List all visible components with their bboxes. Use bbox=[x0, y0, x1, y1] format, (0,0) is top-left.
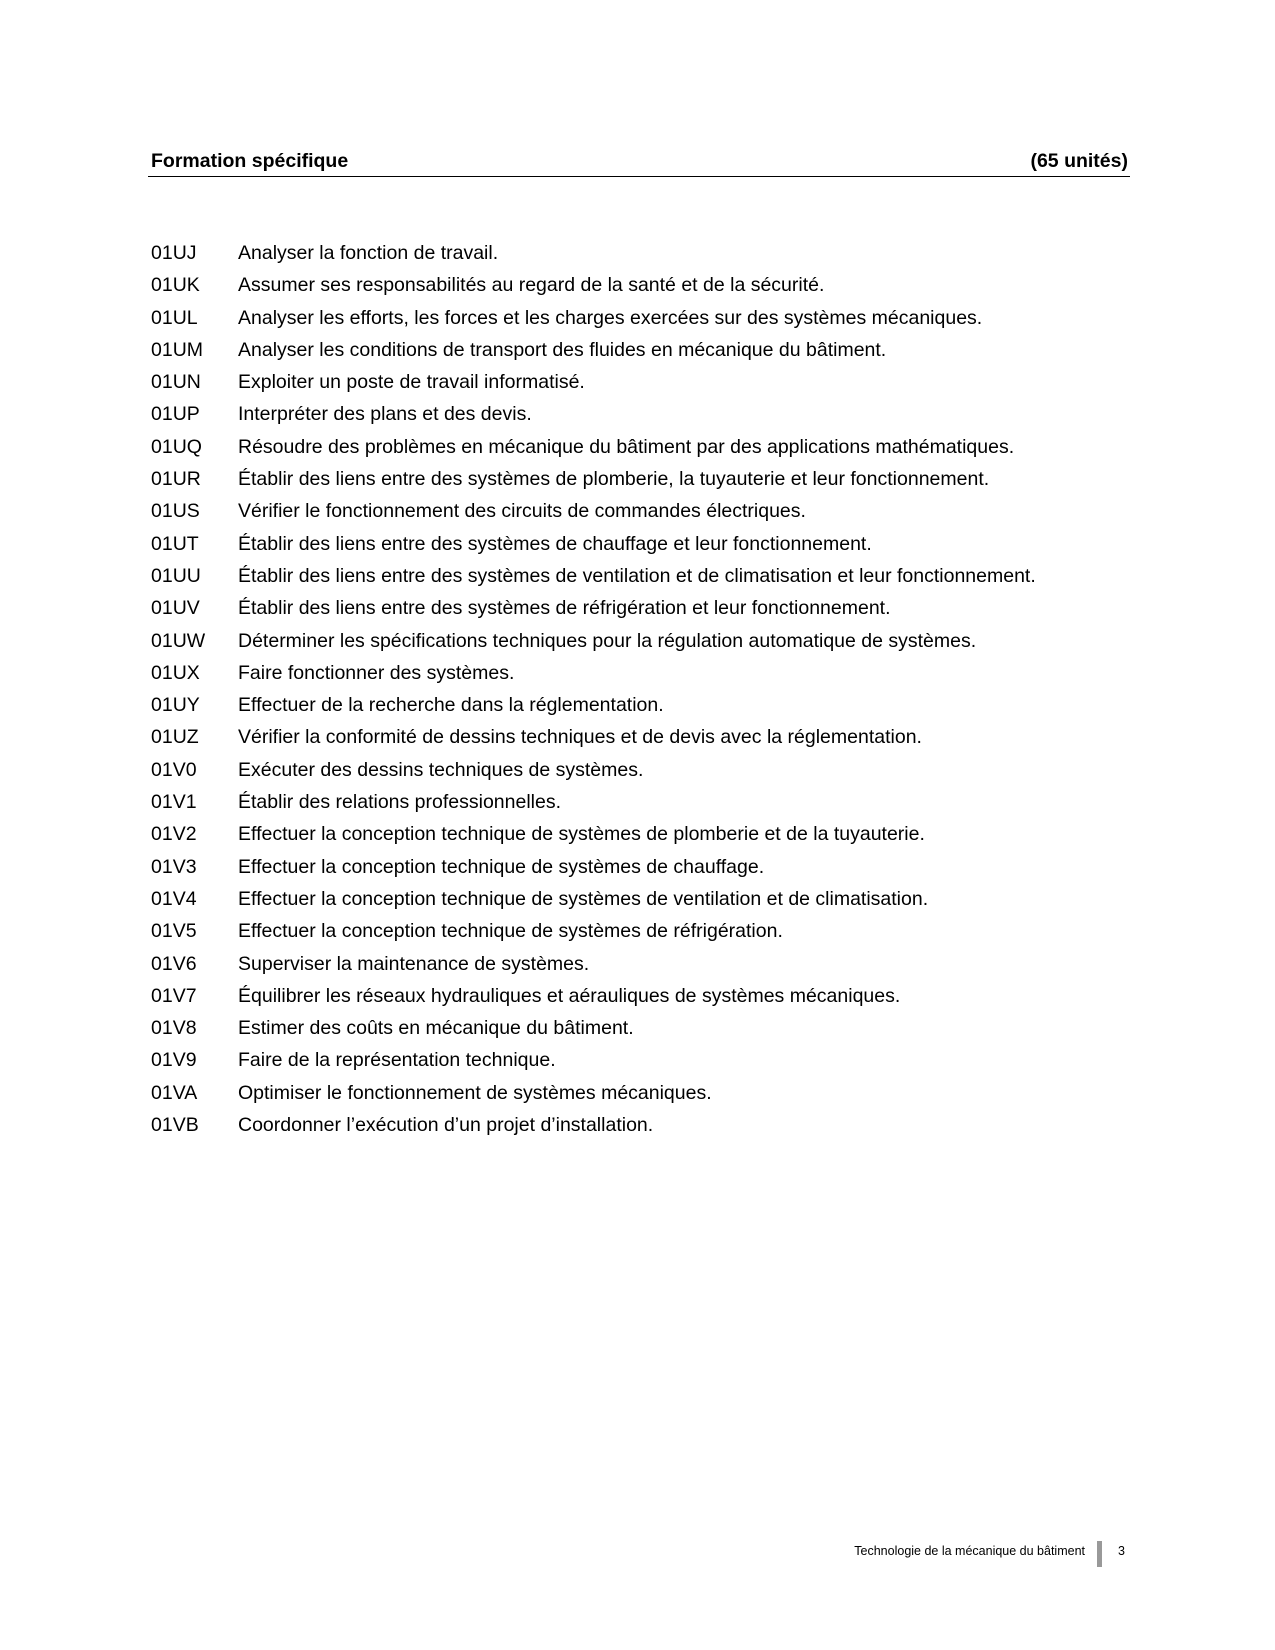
competency-text: Coordonner l’exécution d’un projet d’installation. bbox=[238, 1114, 654, 1137]
competency-code: 01UJ bbox=[151, 242, 197, 264]
list-item bbox=[151, 1113, 1036, 1145]
competency-text: Interpréter des plans et des devis. bbox=[238, 403, 532, 426]
competency-code: 01V3 bbox=[151, 855, 197, 878]
competency-text: Établir des liens entre des systèmes de réfrigération et leur fonctionnement. bbox=[238, 597, 891, 620]
list-item bbox=[151, 499, 1036, 531]
section-title: Formation spécifique bbox=[151, 150, 349, 172]
list-item bbox=[151, 693, 1036, 725]
competency-code: 01V9 bbox=[151, 1049, 197, 1072]
competency-text: Effectuer la conception technique de systèmes de ventilation et de climatisation. bbox=[238, 887, 929, 910]
competency-text: Établir des liens entre des systèmes de chauffage et leur fonctionnement. bbox=[238, 532, 872, 555]
competency-text: Effectuer la conception technique de systèmes de chauffage. bbox=[238, 855, 765, 878]
competency-text: Analyser la fonction de travail. bbox=[238, 242, 499, 264]
competency-code: 01V8 bbox=[151, 1017, 197, 1040]
list-item bbox=[151, 402, 1036, 434]
competency-code: 01VB bbox=[151, 1114, 199, 1137]
list-item bbox=[151, 596, 1036, 628]
list-item bbox=[151, 1048, 1036, 1080]
competency-text: Résoudre des problèmes en mécanique du bâtiment par des applications mathématiques. bbox=[238, 435, 1015, 458]
competency-code: 01US bbox=[151, 500, 200, 523]
competency-code: 01UW bbox=[151, 629, 206, 652]
competency-code: 01V2 bbox=[151, 823, 197, 846]
competency-text: Effectuer la conception technique de systèmes de réfrigération. bbox=[238, 920, 783, 943]
competency-code: 01UT bbox=[151, 532, 199, 555]
competency-text: Faire de la représentation technique. bbox=[238, 1049, 556, 1072]
list-item bbox=[151, 661, 1036, 693]
list-item bbox=[151, 467, 1036, 499]
list-item bbox=[151, 1016, 1036, 1048]
competency-text: Analyser les conditions de transport des fluides en mécanique du bâtiment. bbox=[238, 338, 887, 361]
list-item bbox=[151, 887, 1036, 919]
competency-code: 01UQ bbox=[151, 435, 202, 458]
competency-code: 01UM bbox=[151, 338, 204, 361]
header-rule bbox=[148, 176, 1130, 177]
competency-code: 01V0 bbox=[151, 758, 197, 781]
competency-text: Faire fonctionner des systèmes. bbox=[238, 661, 515, 684]
list-item bbox=[151, 273, 1036, 305]
competency-text: Vérifier le fonctionnement des circuits de commandes électriques. bbox=[238, 500, 806, 523]
competency-code: 01UX bbox=[151, 661, 200, 684]
list-item bbox=[151, 338, 1036, 370]
list-item bbox=[151, 790, 1036, 822]
competency-code: 01UU bbox=[151, 564, 201, 587]
competency-code: 01UL bbox=[151, 306, 198, 329]
competency-code: 01UP bbox=[151, 403, 200, 426]
competency-text: Estimer des coûts en mécanique du bâtiment. bbox=[238, 1017, 634, 1040]
competency-code: 01UZ bbox=[151, 726, 199, 749]
list-item bbox=[151, 725, 1036, 757]
competency-code: 01UK bbox=[151, 274, 200, 297]
competency-text: Établir des liens entre des systèmes de plomberie, la tuyauterie et leur fonctionnement. bbox=[238, 468, 990, 491]
list-item bbox=[151, 758, 1036, 790]
competency-code: 01V6 bbox=[151, 952, 197, 975]
competency-text: Équilibrer les réseaux hydrauliques et aérauliques de systèmes mécaniques. bbox=[238, 984, 901, 1007]
list-item bbox=[151, 532, 1036, 564]
competency-code: 01UR bbox=[151, 468, 201, 491]
competency-text: Effectuer la conception technique de systèmes de plomberie et de la tuyauterie. bbox=[238, 823, 925, 846]
competency-code: 01UN bbox=[151, 371, 201, 394]
competency-text: Analyser les efforts, les forces et les charges exercées sur des systèmes mécaniques. bbox=[238, 306, 983, 329]
list-item bbox=[151, 984, 1036, 1016]
competency-text: Effectuer de la recherche dans la réglementation. bbox=[238, 694, 664, 717]
page-number: 3 bbox=[1118, 1544, 1125, 1558]
list-item bbox=[151, 822, 1036, 854]
page-footer bbox=[0, 1541, 1275, 1571]
list-item bbox=[151, 241, 1036, 273]
competency-text: Superviser la maintenance de systèmes. bbox=[238, 952, 590, 975]
competency-text: Vérifier la conformité de dessins techniques et de devis avec la réglementation. bbox=[238, 726, 922, 749]
section-units: (65 unités) bbox=[1030, 150, 1128, 172]
list-item bbox=[151, 306, 1036, 338]
competency-text: Déterminer les spécifications techniques pour la régulation automatique de systèmes. bbox=[238, 629, 977, 652]
competency-code: 01UV bbox=[151, 597, 200, 620]
list-item bbox=[151, 564, 1036, 596]
competency-list bbox=[151, 241, 1036, 1145]
footer-divider bbox=[1097, 1541, 1102, 1567]
competency-code: 01UY bbox=[151, 694, 200, 717]
competency-text: Exploiter un poste de travail informatisé. bbox=[238, 371, 585, 394]
list-item bbox=[151, 629, 1036, 661]
competency-text: Optimiser le fonctionnement de systèmes mécaniques. bbox=[238, 1081, 712, 1104]
competency-code: 01V1 bbox=[151, 791, 197, 814]
list-item bbox=[151, 370, 1036, 402]
competency-text: Établir des liens entre des systèmes de ventilation et de climatisation et leur fonctionnement. bbox=[238, 564, 1036, 587]
list-item bbox=[151, 919, 1036, 951]
competency-text: Exécuter des dessins techniques de systèmes. bbox=[238, 758, 644, 781]
competency-code: 01VA bbox=[151, 1081, 198, 1104]
section-header bbox=[151, 150, 1128, 173]
list-item bbox=[151, 952, 1036, 984]
competency-text: Établir des relations professionnelles. bbox=[238, 791, 562, 814]
list-item bbox=[151, 855, 1036, 887]
competency-code: 01V5 bbox=[151, 920, 197, 943]
competency-code: 01V7 bbox=[151, 984, 197, 1007]
list-item bbox=[151, 435, 1036, 467]
competency-code: 01V4 bbox=[151, 887, 197, 910]
competency-text: Assumer ses responsabilités au regard de la santé et de la sécurité. bbox=[238, 274, 825, 297]
list-item bbox=[151, 1081, 1036, 1113]
footer-title: Technologie de la mécanique du bâtiment bbox=[854, 1544, 1085, 1558]
